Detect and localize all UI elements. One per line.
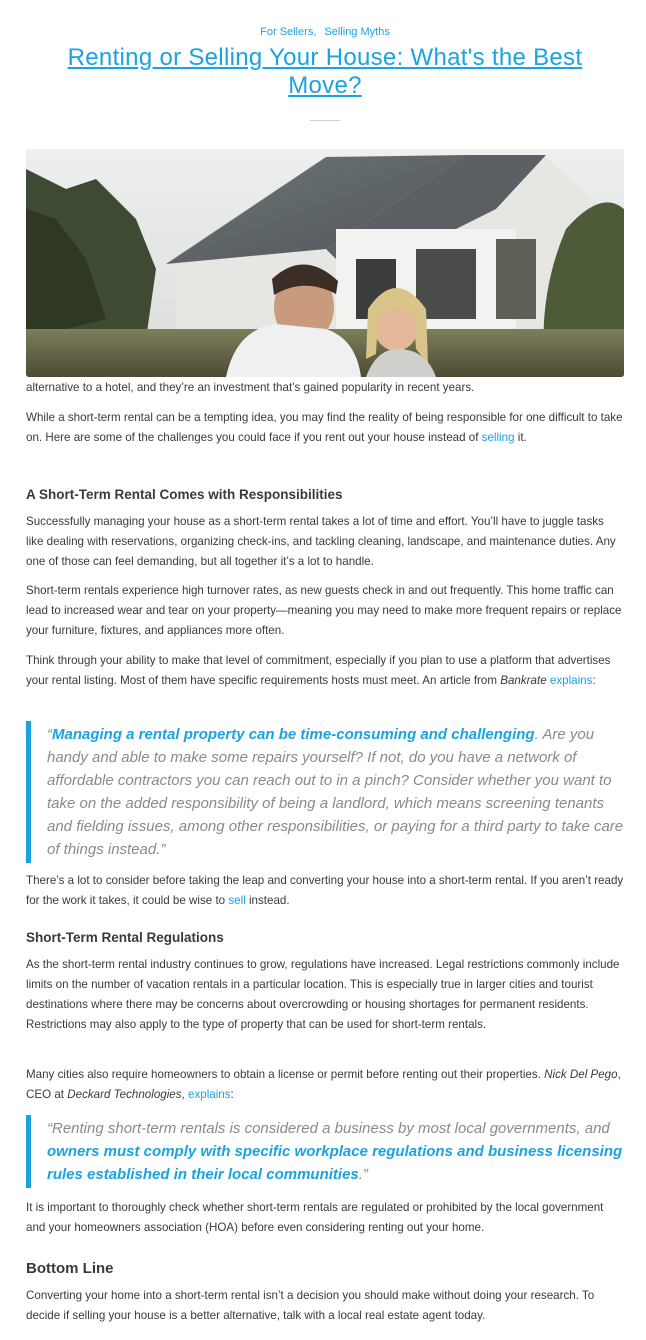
category-link-for-sellers[interactable]: For Sellers, bbox=[260, 26, 317, 38]
quote-2-highlight: owners must comply with specific workplace regulations and business licensing rules established in their local communities bbox=[47, 1143, 623, 1183]
intro-line: alternative to a hotel, and they’re an investment that’s gained popularity in recent years. bbox=[26, 381, 475, 394]
quote-2-text: “Renting short-term rentals is considered a business by most local governments, and bbox=[47, 1120, 610, 1137]
quote-1-open: “ bbox=[47, 726, 52, 743]
paragraph-5 bbox=[26, 871, 624, 911]
article bbox=[26, 0, 624, 1322]
paragraph-4-text: Think through your ability to make that level of commitment, especially if you plan to use a platform that advertises your rental listing. Most of them have specific requirements hosts must meet. An article from bbox=[26, 654, 611, 687]
explains-link-bankrate[interactable]: explains bbox=[549, 674, 593, 687]
company-deckard: Deckard Technologies bbox=[67, 1088, 182, 1101]
hero-image bbox=[26, 149, 624, 377]
category-link-selling-myths[interactable]: Selling Myths bbox=[324, 26, 390, 38]
paragraph-8 bbox=[26, 1198, 624, 1238]
paragraph-7 bbox=[26, 1065, 624, 1105]
paragraph-9-text: Converting your home into a short-term rental isn’t a decision you should make without doing your research. To decide if selling your house is a better alternative, talk with a local real estate agent today. bbox=[26, 1289, 595, 1322]
paragraph-7-end: : bbox=[230, 1088, 234, 1101]
paragraph-2-text: Successfully managing your house as a short-term rental takes a lot of time and effort. You’ll have to juggle tasks like dealing with reservations, organizing check-ins, and tackling cleaning, landscape, and maintenance duties. Any one of those can feel demanding, but all together it’s a lot to handle. bbox=[26, 515, 616, 568]
selling-link[interactable]: selling bbox=[481, 431, 515, 444]
blockquote-1 bbox=[26, 721, 624, 863]
quote-2-end: .” bbox=[358, 1166, 368, 1183]
hero-photo-couple bbox=[26, 149, 624, 377]
title-divider bbox=[310, 120, 340, 121]
source-bankrate: Bankrate bbox=[500, 674, 547, 687]
heading-responsibilities-block bbox=[26, 485, 624, 505]
paragraph-7-comma: , bbox=[181, 1088, 188, 1101]
paragraph-1 bbox=[26, 408, 624, 448]
explains-link-deckard[interactable]: explains bbox=[188, 1088, 231, 1101]
quote-1-highlight: Managing a rental property can be time-consuming and challenging bbox=[52, 726, 535, 743]
category-links bbox=[26, 24, 624, 40]
heading-regulations-block bbox=[26, 928, 624, 948]
paragraph-1-end: it. bbox=[514, 431, 527, 444]
intro-line-block bbox=[26, 378, 624, 398]
paragraph-1-text: While a short-term rental can be a tempting idea, you may find the reality of being responsible for one difficult to take on. Here are some of the challenges you could face if you rent out your house instead of bbox=[26, 411, 623, 444]
paragraph-2 bbox=[26, 512, 624, 572]
paragraph-6-text: As the short-term rental industry continues to grow, regulations have increased. Legal restrictions commonly include limits on the number of vacation rentals in a particular location. This is especially true in larger cities and tourist destinations where there may be concerns about overcrowding or housing shortages for permanent residents. Restrictions may also apply to the type of property that can be used for short-term rentals. bbox=[26, 958, 620, 1031]
paragraph-5-end: instead. bbox=[245, 894, 290, 907]
quote-deckard bbox=[26, 1115, 624, 1188]
quote-bankrate bbox=[26, 721, 624, 863]
paragraph-6 bbox=[26, 955, 624, 1035]
blockquote-2 bbox=[26, 1115, 624, 1188]
paragraph-3-text: Short-term rentals experience high turnover rates, as new guests check in and out frequently. This home traffic can lead to increased wear and tear on your property—meaning you may need to make more frequent repairs or replace your furniture, fixtures, and appliances more often. bbox=[26, 584, 622, 637]
paragraph-3 bbox=[26, 581, 624, 641]
paragraph-5-text: There’s a lot to consider before taking the leap and converting your house into a short-term rental. If you aren’t ready for the work it takes, it could be wise to bbox=[26, 874, 624, 907]
sell-link[interactable]: sell bbox=[228, 894, 246, 907]
heading-bottom-line: Bottom Line bbox=[26, 1260, 114, 1277]
paragraph-4-end: : bbox=[592, 674, 596, 687]
quote-1-text: . Are you handy and able to make some repairs yourself? If not, do you have a network of affordable contractors you can reach out to in a pinch? Consider whether you want to take on the added responsibility of being a landlord, which means screening tenants and fielding issues, among other responsibilities, or paying for a third party to take care of things instead.” bbox=[47, 726, 624, 858]
paragraph-7-text: Many cities also require homeowners to obtain a license or permit before renting out their properties. bbox=[26, 1068, 545, 1081]
page-title[interactable]: Renting or Selling Your House: What's the Best Move? bbox=[67, 44, 583, 99]
heading-bottom-line-block bbox=[26, 1259, 624, 1279]
paragraph-8-text: It is important to thoroughly check whether short-term rentals are regulated or prohibited by the local government and your homeowners association (HOA) before even considering renting out your home. bbox=[26, 1201, 604, 1234]
paragraph-7-mid: , CEO at bbox=[26, 1068, 621, 1101]
paragraph-4 bbox=[26, 651, 624, 691]
heading-responsibilities: A Short-Term Rental Comes with Responsibilities bbox=[26, 487, 343, 502]
person-nick-del-pego: Nick Del Pego bbox=[544, 1068, 618, 1081]
heading-regulations: Short-Term Rental Regulations bbox=[26, 930, 224, 945]
paragraph-9 bbox=[26, 1286, 624, 1326]
